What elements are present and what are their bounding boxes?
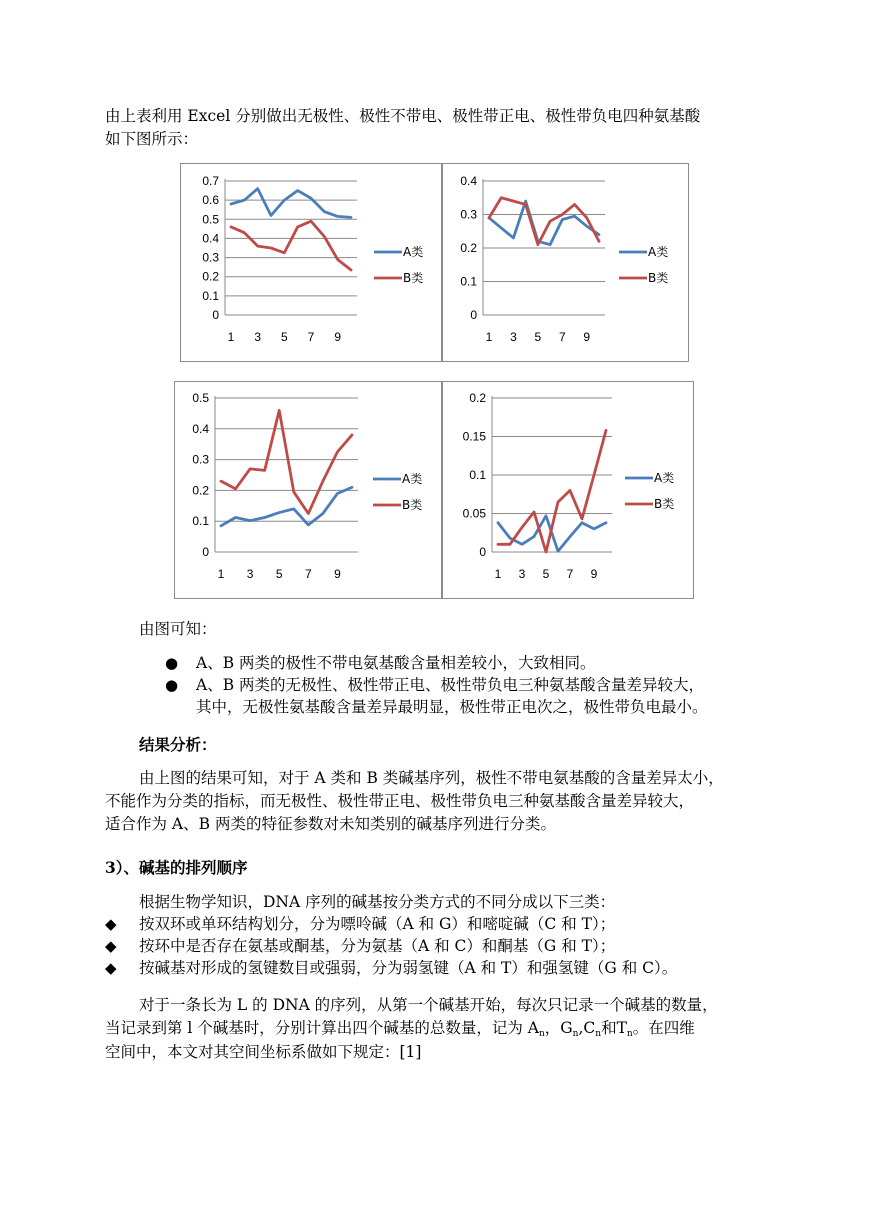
x-tick-label: 5 xyxy=(534,330,542,344)
diamond-bullet-icon: ◆ xyxy=(105,937,117,955)
x-tick-label: 5 xyxy=(280,330,288,344)
bullet-icon: ● xyxy=(165,654,179,672)
y-tick-label: 0 xyxy=(212,308,219,322)
x-tick-label: 1 xyxy=(227,330,235,344)
series-line xyxy=(221,487,352,526)
section-3-heading: 3）、碱基的排列顺序 xyxy=(105,858,248,877)
series-line xyxy=(489,201,599,245)
y-tick-label: 0.2 xyxy=(202,269,219,284)
observations-heading: 由图可知： xyxy=(139,620,217,638)
diamond-bullet-icon: ◆ xyxy=(105,915,117,933)
y-tick-label: 0.5 xyxy=(192,391,209,405)
y-tick-label: 0.1 xyxy=(460,274,477,289)
x-tick-label: 3 xyxy=(246,567,254,581)
chart-svg xyxy=(443,164,690,363)
analysis-heading: 结果分析： xyxy=(139,735,217,754)
section-3-intro: 根据生物学知识，DNA 序列的碱基按分类方式的不同分成以下三类： xyxy=(139,893,616,911)
series-line xyxy=(231,189,351,218)
x-tick-label: 7 xyxy=(558,330,566,344)
var-g: G xyxy=(560,1019,573,1037)
y-tick-label: 0.1 xyxy=(192,514,209,529)
chart-nonpolar xyxy=(180,163,442,362)
observation-item-2-line-2: 其中，无极性氨基酸含量差异最明显，极性带正电次之，极性带负电最小。 xyxy=(196,698,708,716)
legend-label: A类 xyxy=(403,245,424,259)
separator: 和 xyxy=(601,1019,617,1037)
y-tick-label: 0.2 xyxy=(192,483,209,498)
analysis-line-3: 适合作为 A、B 两类的特征参数对未知类别的碱基序列进行分类。 xyxy=(105,815,556,833)
x-tick-label: 5 xyxy=(542,567,550,581)
subscript-n: n xyxy=(572,1029,579,1039)
chart-svg xyxy=(175,382,443,600)
y-tick-label: 0.4 xyxy=(202,231,219,246)
separator: ， xyxy=(544,1019,561,1037)
legend-label: B类 xyxy=(403,271,424,285)
bullet-icon: ● xyxy=(165,676,179,694)
y-tick-label: 0.7 xyxy=(202,174,219,188)
paragraph-line-3: 空间中，本文对其空间坐标系做如下规定：[1] xyxy=(105,1043,422,1061)
analysis-line-1: 由上图的结果可知，对于 A 类和 B 类碱基序列，极性不带电氨基酸的含量差异太小， xyxy=(139,769,724,787)
paragraph-line-2-prefix: 当记录到第 l 个碱基时，分别计算出四个碱基的总数量，记为 xyxy=(105,1019,528,1037)
classification-item-1: 按双环或单环结构划分，分为嘌呤碱（A 和 G）和嘧啶碱（C 和 T）； xyxy=(139,915,616,933)
x-tick-label: 9 xyxy=(590,567,598,581)
chart-svg xyxy=(443,382,695,600)
y-tick-label: 0 xyxy=(479,545,486,559)
paragraph-line-2-suffix: 。在四维 xyxy=(632,1019,695,1037)
x-tick-label: 1 xyxy=(217,567,225,581)
x-tick-label: 1 xyxy=(494,567,502,581)
legend-label: A类 xyxy=(648,245,669,259)
subscript-n: n xyxy=(595,1029,602,1039)
x-tick-label: 3 xyxy=(254,330,262,344)
y-tick-label: 0.1 xyxy=(469,468,486,482)
y-tick-label: 0 xyxy=(202,545,209,559)
y-tick-label: 0.3 xyxy=(202,250,219,265)
var-c: C xyxy=(583,1019,596,1037)
y-tick-label: 0.2 xyxy=(469,391,486,405)
paragraph-line-1: 对于一条长为 L 的 DNA 的序列，从第一个碱基开始，每次只记录一个碱基的数量， xyxy=(139,996,718,1014)
x-tick-label: 3 xyxy=(510,330,517,344)
y-tick-label: 0.2 xyxy=(460,241,477,255)
separator: , xyxy=(578,1019,584,1037)
subscript-n: n xyxy=(538,1029,545,1039)
y-tick-label: 0.4 xyxy=(460,174,477,188)
chart-polar-negative xyxy=(442,381,694,599)
observation-item-2-line-1: A、B 两类的无极性、极性带正电、极性带负电三种氨基酸含量差异较大， xyxy=(196,676,705,694)
legend-label: B类 xyxy=(648,271,669,285)
y-tick-label: 0.3 xyxy=(460,207,477,222)
observation-item-1: A、B 两类的极性不带电氨基酸含量相差较小，大致相同。 xyxy=(196,654,596,672)
x-tick-label: 9 xyxy=(583,330,591,344)
x-tick-label: 3 xyxy=(518,567,526,581)
chart-polar-uncharged xyxy=(442,163,689,362)
x-tick-label: 1 xyxy=(485,330,493,344)
subscript-n: n xyxy=(626,1029,633,1039)
analysis-line-2: 不能作为分类的指标，而无极性、极性带正电、极性带负电三种氨基酸含量差异较大， xyxy=(105,792,695,810)
intro-line-2: 如下图所示： xyxy=(105,130,199,148)
legend-label: B类 xyxy=(654,497,675,511)
x-tick-label: 5 xyxy=(275,567,283,581)
y-tick-label: 0.15 xyxy=(462,429,486,444)
x-tick-label: 7 xyxy=(307,330,315,344)
y-tick-label: 0.05 xyxy=(462,506,486,521)
var-a: A xyxy=(527,1019,539,1037)
legend-label: A类 xyxy=(402,472,423,486)
chart-svg xyxy=(181,164,443,363)
y-tick-label: 0 xyxy=(470,308,477,322)
var-t: T xyxy=(616,1019,627,1037)
x-tick-label: 7 xyxy=(304,567,312,581)
x-tick-label: 9 xyxy=(334,567,341,581)
x-tick-label: 7 xyxy=(566,567,574,581)
classification-item-2: 按环中是否存在氨基或酮基，分为氨基（A 和 C）和酮基（G 和 T）； xyxy=(139,937,616,955)
chart-polar-positive xyxy=(174,381,442,599)
legend-label: B类 xyxy=(402,498,423,512)
y-tick-label: 0.5 xyxy=(202,212,219,227)
y-tick-label: 0.6 xyxy=(202,193,219,208)
y-tick-label: 0.1 xyxy=(202,288,219,303)
legend-label: A类 xyxy=(654,471,675,485)
x-tick-label: 9 xyxy=(334,330,342,344)
series-line xyxy=(221,410,352,513)
intro-line-1: 由上表利用 Excel 分别做出无极性、极性不带电、极性带正电、极性带负电四种氨基酸 xyxy=(105,107,701,125)
y-tick-label: 0.3 xyxy=(192,452,209,467)
y-tick-label: 0.4 xyxy=(192,421,209,436)
diamond-bullet-icon: ◆ xyxy=(105,959,117,977)
classification-item-3: 按碱基对形成的氢键数目或强弱，分为弱氢键（A 和 T）和强氢键（G 和 C）。 xyxy=(139,959,678,977)
series-line xyxy=(231,221,351,270)
